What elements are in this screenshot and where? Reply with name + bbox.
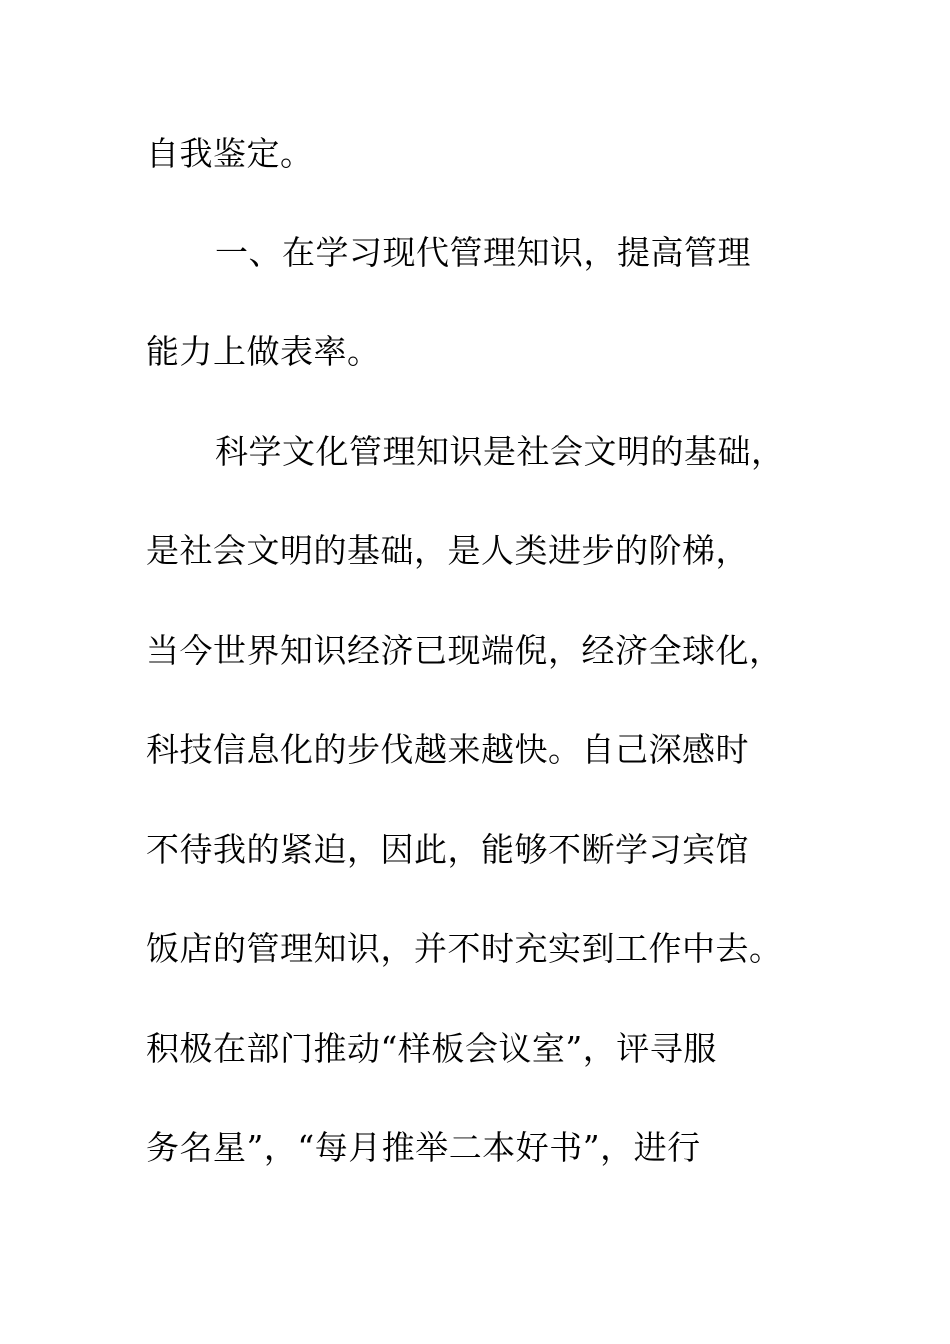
section-heading-line-2: 能力上做表率。 — [146, 332, 381, 371]
paragraph-line-7: 积极在部门推动“样板会议室”，评寻服 — [146, 1029, 717, 1068]
paragraph-line-5: 不待我的紧迫，因此，能够不断学习宾馆 — [146, 830, 749, 869]
paragraph-line-4: 科技信息化的步伐越来越快。自己深感时 — [146, 730, 749, 769]
paragraph-line-6: 饭店的管理知识，并不时充实到工作中去。 — [146, 929, 783, 968]
paragraph-line-1: 科学文化管理知识是社会文明的基础， — [215, 432, 785, 471]
paragraph-line-8: 务名星”，“每月推举二本好书”，进行 — [146, 1128, 701, 1167]
text-line-1: 自我鉴定。 — [146, 134, 314, 173]
paragraph-line-3: 当今世界知识经济已现端倪，经济全球化， — [146, 631, 783, 670]
section-heading-line-1: 一、在学习现代管理知识，提高管理 — [215, 233, 751, 272]
paragraph-line-2: 是社会文明的基础，是人类进步的阶梯， — [146, 531, 749, 570]
